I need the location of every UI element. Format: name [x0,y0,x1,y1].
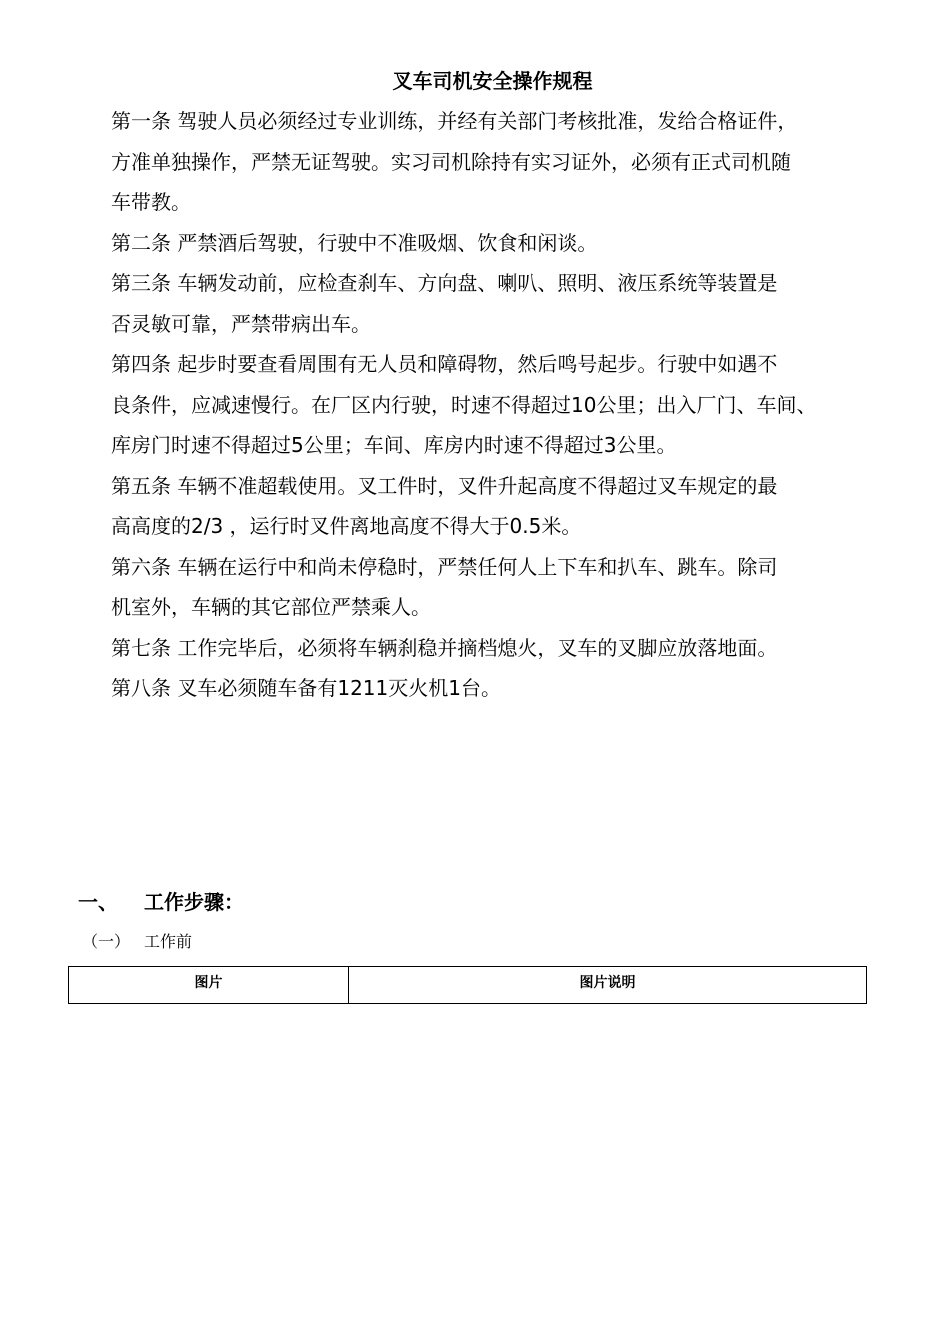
section-title: 工作步骤： [144,890,244,914]
text-line: 高高度的2/3 ，运行时叉件离地高度不得大于0.5米。 [111,514,582,538]
section-heading [78,886,244,918]
text-line: 第一条 驾驶人员必须经过专业训练，并经有关部门考核批准，发给合格证件， [111,109,798,133]
text-line: 第三条 车辆发动前，应检查刹车、方向盘、喇叭、照明、液压系统等装置是 [111,271,778,295]
section-number: 一、 [78,890,118,914]
table-header-image: 图片 [69,967,349,1004]
subsection-title: 工作前 [144,932,193,951]
document-title: 叉车司机安全操作规程 [392,69,593,93]
table-header-row [69,967,867,1004]
text-line: 第二条 严禁酒后驾驶，行驶中不准吸烟、饮食和闲谈。 [111,230,598,255]
text-line: 机室外，车辆的其它部位严禁乘人。 [111,595,431,619]
text-line: 否灵敏可靠，严禁带病出车。 [111,311,371,336]
subsection-number: （一） [82,932,131,951]
text-line: 第四条 起步时要查看周围有无人员和障碍物，然后鸣号起步。行驶中如遇不 [111,352,778,376]
text-line: 车带教。 [111,190,191,214]
text-line: 第六条 车辆在运行中和尚未停稳时，严禁任何人上下车和扒车、跳车。除司 [111,554,778,579]
text-line: 第七条 工作完毕后，必须将车辆刹稳并摘档熄火，叉车的叉脚应放落地面。 [111,635,778,660]
article-list [111,101,901,709]
text-line: 良条件，应减速慢行。在厂区内行驶，时速不得超过10公里；出入厂门、车间、 [111,392,817,417]
text-line: 库房门时速不得超过5公里；车间、库房内时速不得超过3公里。 [111,433,677,457]
text-line: 第五条 车辆不准超载使用。叉工件时，叉件升起高度不得超过叉车规定的最 [111,473,778,498]
text-line: 第八条 叉车必须随车备有1211灭火机1台。 [111,676,501,700]
subsection-heading [82,928,192,956]
table-header-description: 图片说明 [349,967,867,1004]
steps-table [68,966,867,1004]
text-line: 方准单独操作，严禁无证驾驶。实习司机除持有实习证外，必须有正式司机随 [111,149,791,174]
